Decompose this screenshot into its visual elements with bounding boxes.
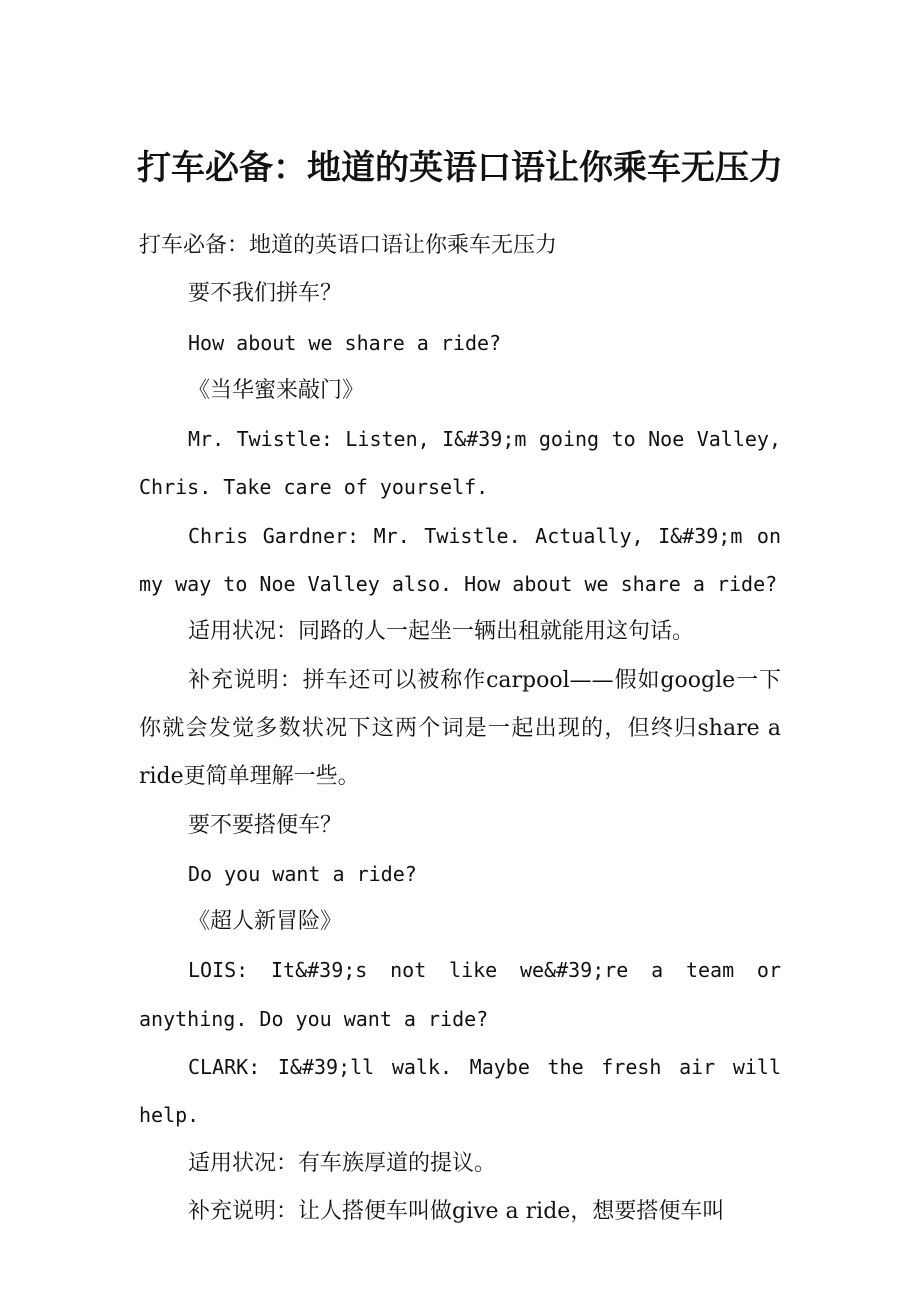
paragraph-dialogue: Chris Gardner: Mr. Twistle. Actually, I&#39;m on my way to Noe Valley also. How about we share a ride?	[139, 523, 781, 597]
paragraph-source: 《超人新冒险》	[188, 909, 343, 935]
paragraph-dialogue: Mr. Twistle: Listen, I&#39;m going to Noe Valley, Chris. Take care of yourself.	[139, 427, 781, 500]
paragraph-subtitle: 打车必备：地道的英语口语让你乘车无压力	[139, 233, 558, 258]
paragraph-usage: 适用状况：有车族厚道的提议。	[188, 1150, 497, 1176]
document-title: 打车必备：地道的英语口语让你乘车无压力	[137, 148, 783, 188]
paragraph-dialogue: LOIS: It&#39;s not like we&#39;re a team or anything. Do you want a ride?	[139, 958, 781, 1031]
paragraph-note: 补充说明：让人搭便车叫做give a ride，想要搭便车叫	[188, 1198, 725, 1224]
paragraph-chinese-phrase: 要不要搭便车？	[188, 812, 343, 838]
paragraph-chinese-phrase: 要不我们拼车？	[188, 281, 343, 307]
document-body	[139, 222, 781, 1236]
paragraph-english-phrase: How about we share a ride?	[188, 330, 502, 355]
paragraph-usage: 适用状况：同路的人一起坐一辆出租就能用这句话。	[188, 619, 695, 645]
paragraph-source: 《当华蜜来敲门》	[188, 377, 365, 403]
paragraph-note: 补充说明：拼车还可以被称作carpool——假如google一下你就会发觉多数状况下这两个词是一起出现的，但终归share a ride更简单理解一些。	[139, 667, 781, 790]
paragraph-dialogue: CLARK: I&#39;ll walk. Maybe the fresh air will help.	[139, 1055, 781, 1128]
paragraph-english-phrase: Do you want a ride?	[188, 861, 417, 886]
